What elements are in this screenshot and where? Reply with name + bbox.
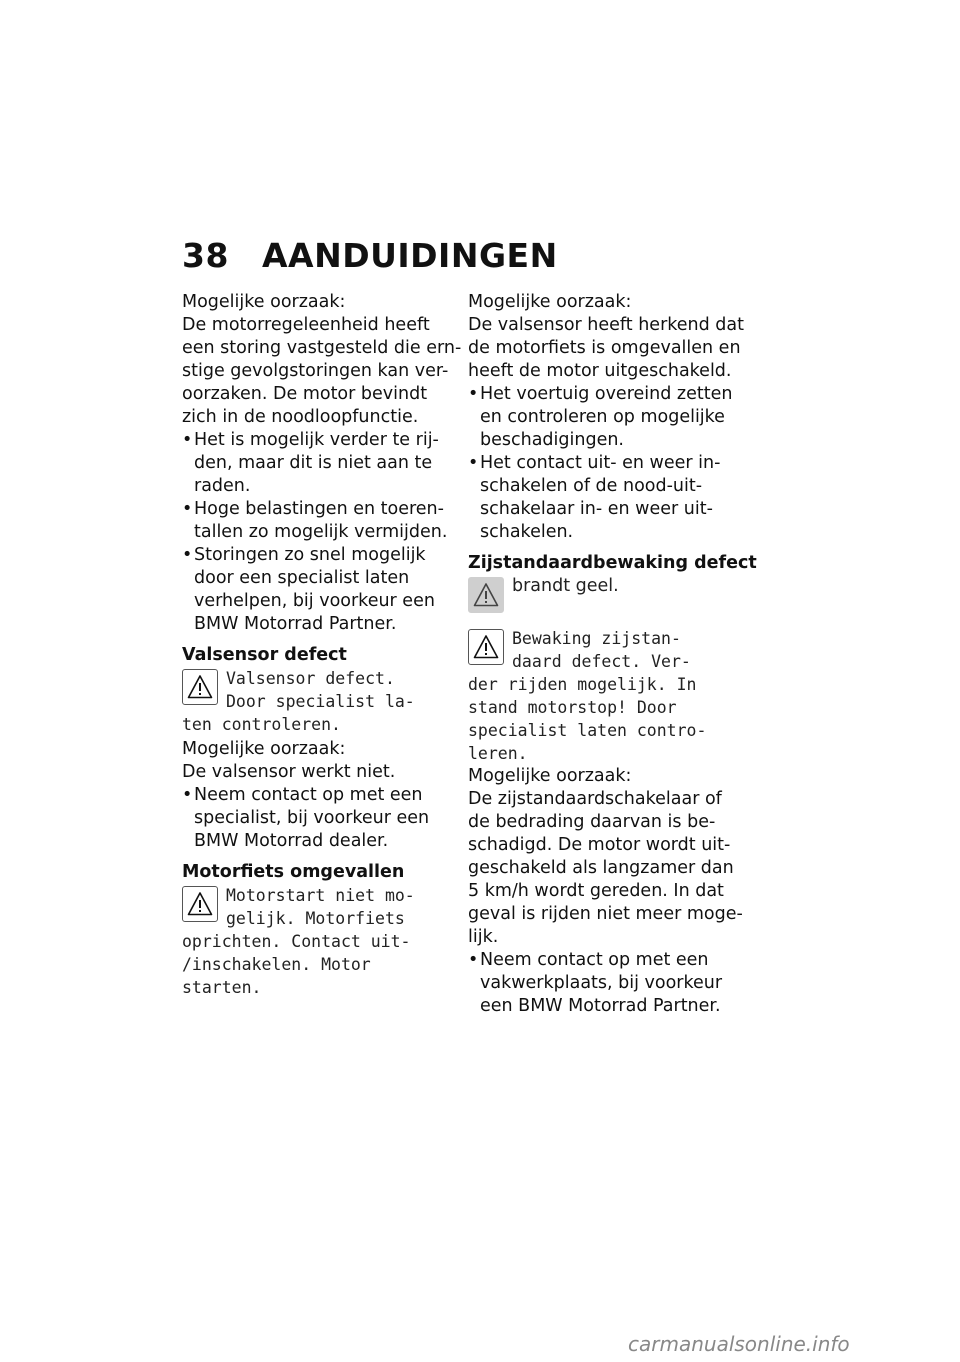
bullet-icon [468,452,478,475]
warning-triangle-filled-icon [468,577,504,613]
cause-paragraph: Mogelijke oorzaak: De motorregeleenheid heeft een storing vastgesteld die ern- stige gevolgstoringen kan ver- oorzaken. De motor bevindt zich in de noodloopfunctie. [182,292,462,427]
watermark: carmanualsonline.info [628,1332,850,1356]
indicator-text: brandt geel. [512,576,619,596]
bullet-icon [182,429,192,452]
warning-message-zijstandaard: Bewaking zijstan- daard defect. Ver- der rijden mogelijk. In stand motorstop! Door specialist laten contro- leren. [468,629,707,763]
page-number: 38 [182,236,229,275]
page-header [182,236,558,275]
cause-paragraph: Mogelijke oorzaak: De valsensor werkt niet. [182,739,396,782]
bullet-icon [182,498,192,521]
section-heading-zijstandaard: Zijstandaardbewaking defect [468,553,757,573]
section-heading-valsensor: Valsensor defect [182,645,347,665]
list-item: • Storingen zo snel mogelijk door een specialist laten verhelpen, bij voorkeur een BMW Motorrad Partner. [182,544,452,636]
warning-message-omgevallen: Motorstart niet mo- gelijk. Motorfiets oprichten. Contact uit- /inschakelen. Motor starten. [182,886,415,997]
page-title: AANDUIDINGEN [262,236,558,275]
warning-triangle-icon [182,886,218,922]
left-column [182,291,462,999]
warning-triangle-icon [182,669,218,705]
bullet-icon [468,949,478,972]
list-item: • Het voertuig overeind zetten en controleren op mogelijke beschadigingen. [468,383,740,452]
instruction-list [182,784,452,853]
bullet-icon [182,784,192,807]
list-item: • Het contact uit- en weer in- schakelen of de nood-uit- schakelaar in- en weer uit- schakelen. [468,452,740,544]
bullet-icon [468,383,478,406]
right-column [468,291,757,1018]
warning-triangle-icon [468,629,504,665]
warning-message-valsensor: Valsensor defect. Door specialist la- ten controleren. [182,669,415,734]
instruction-list [468,949,740,1018]
indicator-yellow [468,575,740,621]
instruction-list [182,429,452,636]
list-item: • Neem contact op met een vakwerkplaats, bij voorkeur een BMW Motorrad Partner. [468,949,740,1018]
list-item: • Neem contact op met een specialist, bij voorkeur een BMW Motorrad dealer. [182,784,452,853]
instruction-list [468,383,740,544]
section-heading-omgevallen: Motorfiets omgevallen [182,862,405,882]
cause-paragraph: Mogelijke oorzaak: De zijstandaardschakelaar of de bedrading daarvan is be- schadigd. De motor wordt uit- geschakeld als langzamer dan 5 km/h wordt gereden. In dat geval is rijden niet meer moge- lijk. [468,766,743,947]
cause-paragraph: Mogelijke oorzaak: De valsensor heeft herkend dat de motorfiets is omgevallen en heeft de motor uitgeschakeld. [468,292,744,381]
bullet-icon [182,544,192,567]
list-item: • Het is mogelijk verder te rij- den, maar dit is niet aan te raden. [182,429,452,498]
list-item: • Hoge belastingen en toeren- tallen zo mogelijk vermijden. [182,498,452,544]
